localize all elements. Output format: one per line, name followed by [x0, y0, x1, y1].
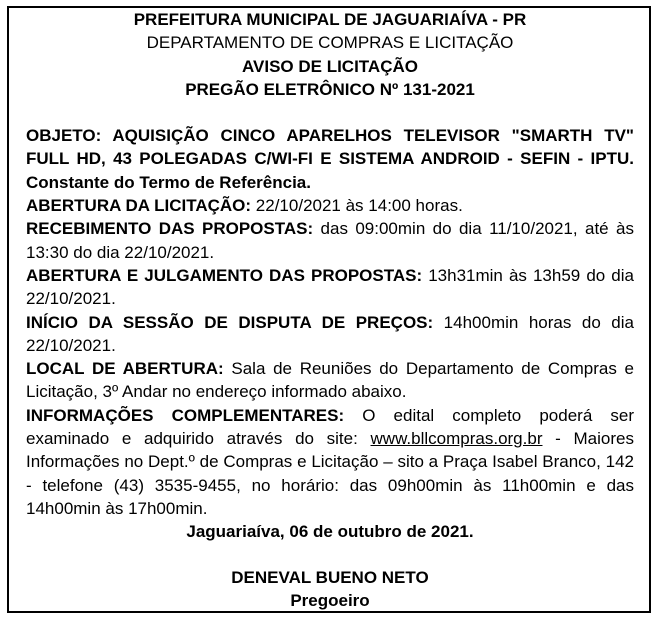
recebimento-label: RECEBIMENTO DAS PROPOSTAS: — [26, 219, 314, 239]
abertura-label: ABERTURA DA LICITAÇÃO: — [26, 196, 252, 216]
header-pregao: PREGÃO ELETRÔNICO Nº 131-2021 — [185, 79, 475, 99]
inicio-text: 14h00min horas do dia 22/10/2021. — [26, 312, 634, 355]
objeto-text: AQUISIÇÃO CINCO APARELHOS TELEVISOR "SMARTH TV" FULL HD, 43 POLEGADAS C/WI-FI E SISTEMA ANDROID - SEFIN - IPTU. Constante do Termo de Referência. — [26, 126, 634, 192]
header-aviso: AVISO DE LICITAÇÃO — [242, 56, 418, 76]
inicio-label: INÍCIO DA SESSÃO DE DISPUTA DE PREÇOS: — [26, 312, 434, 332]
info-paragraph — [26, 404, 634, 520]
julgamento-text: 13h31min às 13h59 do dia 22/10/2021. — [26, 265, 634, 309]
spacer — [26, 101, 634, 124]
signature-role: Pregoeiro — [290, 590, 370, 610]
abertura-paragraph — [26, 194, 634, 217]
info-text-1: O edital completo poderá ser examinado e adquirido através do site: — [26, 405, 634, 449]
info-text-2: - Maiores Informações no Dept.º de Compras e Licitação – sito a Praça Isabel Branco, 142 - telefone (43) 3535-9455, no horário: das 09h00min às 11h00min e das 14h00min às 17h00min. — [26, 429, 634, 518]
recebimento-paragraph — [26, 217, 634, 264]
inicio-paragraph — [26, 311, 634, 358]
julgamento-paragraph — [26, 264, 634, 311]
notice-content — [26, 8, 634, 612]
bll-website-link[interactable]: www.bllcompras.org.br — [370, 429, 543, 449]
objeto-label: OBJETO: — [26, 126, 102, 146]
julgamento-label: ABERTURA E JULGAMENTO DAS PROPOSTAS: — [26, 265, 423, 285]
header-departamento: DEPARTAMENTO DE COMPRAS E LICITAÇÃO — [146, 33, 514, 53]
objeto-paragraph — [26, 124, 634, 194]
signature-name: DENEVAL BUENO NETO — [231, 567, 429, 587]
header-prefeitura: PREFEITURA MUNICIPAL DE JAGUARIAÍVA - PR — [133, 10, 527, 29]
abertura-text: 22/10/2021 às 14:00 horas. — [251, 196, 463, 216]
local-paragraph — [26, 357, 634, 404]
info-label: INFORMAÇÕES COMPLEMENTARES: — [26, 405, 345, 425]
local-label: LOCAL DE ABERTURA: — [26, 359, 224, 379]
date-line: Jaguariaíva, 06 de outubro de 2021. — [186, 522, 474, 542]
local-text: Sala de Reuniões do Departamento de Compras e Licitação, 3º Andar no endereço informado abaixo. — [26, 359, 634, 402]
recebimento-text: das 09:00min do dia 11/10/2021, até às 13:30 do dia 22/10/2021. — [26, 219, 634, 262]
